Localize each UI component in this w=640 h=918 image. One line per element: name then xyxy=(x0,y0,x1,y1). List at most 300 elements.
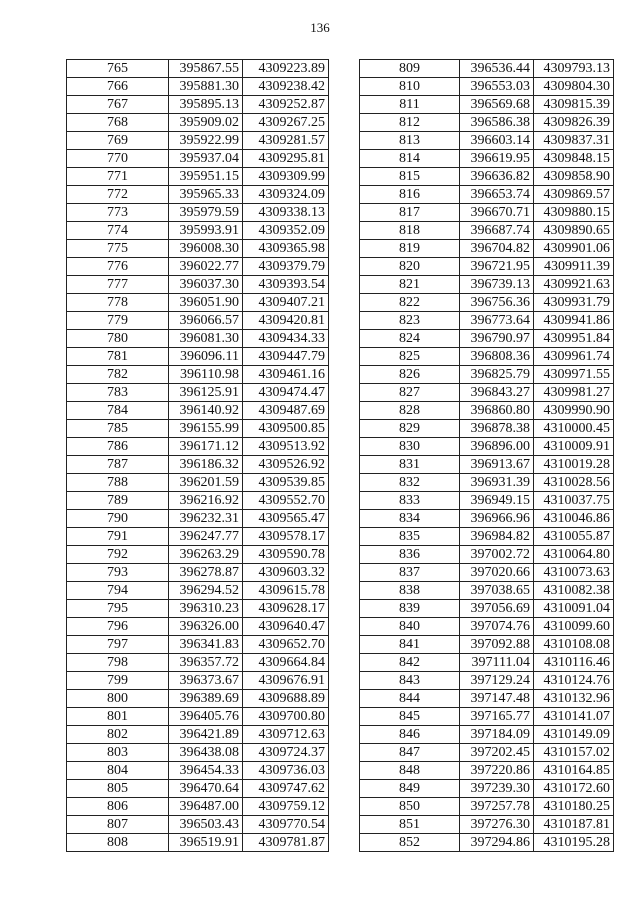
table-row xyxy=(360,366,614,384)
table-row xyxy=(360,438,614,456)
y-coordinate-cell: 4309793.13 xyxy=(534,60,614,78)
y-coordinate-cell: 4309434.33 xyxy=(243,330,329,348)
x-coordinate-cell: 396636.82 xyxy=(460,168,534,186)
table-row xyxy=(67,312,329,330)
point-number-cell: 841 xyxy=(360,636,460,654)
point-number-cell: 791 xyxy=(67,528,169,546)
table-row xyxy=(67,708,329,726)
table-row xyxy=(360,744,614,762)
table-row xyxy=(67,60,329,78)
y-coordinate-cell: 4309578.17 xyxy=(243,528,329,546)
point-number-cell: 817 xyxy=(360,204,460,222)
y-coordinate-cell: 4309539.85 xyxy=(243,474,329,492)
point-number-cell: 827 xyxy=(360,384,460,402)
x-coordinate-cell: 396232.31 xyxy=(169,510,243,528)
x-coordinate-cell: 396008.30 xyxy=(169,240,243,258)
y-coordinate-cell: 4309393.54 xyxy=(243,276,329,294)
table-row xyxy=(67,618,329,636)
y-coordinate-cell: 4309487.69 xyxy=(243,402,329,420)
y-coordinate-cell: 4310082.38 xyxy=(534,582,614,600)
table-row xyxy=(360,618,614,636)
x-coordinate-cell: 396536.44 xyxy=(460,60,534,78)
point-number-cell: 796 xyxy=(67,618,169,636)
point-number-cell: 839 xyxy=(360,600,460,618)
table-row xyxy=(360,726,614,744)
table-row xyxy=(67,672,329,690)
y-coordinate-cell: 4309590.78 xyxy=(243,546,329,564)
y-coordinate-cell: 4309338.13 xyxy=(243,204,329,222)
y-coordinate-cell: 4309869.57 xyxy=(534,186,614,204)
table-row xyxy=(360,834,614,852)
x-coordinate-cell: 396843.27 xyxy=(460,384,534,402)
y-coordinate-cell: 4309420.81 xyxy=(243,312,329,330)
table-row xyxy=(67,78,329,96)
point-number-cell: 803 xyxy=(67,744,169,762)
table-row xyxy=(67,222,329,240)
point-number-cell: 795 xyxy=(67,600,169,618)
x-coordinate-cell: 397111.04 xyxy=(460,654,534,672)
y-coordinate-cell: 4310149.09 xyxy=(534,726,614,744)
y-coordinate-cell: 4309688.89 xyxy=(243,690,329,708)
y-coordinate-cell: 4309324.09 xyxy=(243,186,329,204)
table-row xyxy=(360,384,614,402)
y-coordinate-cell: 4310009.91 xyxy=(534,438,614,456)
point-number-cell: 816 xyxy=(360,186,460,204)
y-coordinate-cell: 4309747.62 xyxy=(243,780,329,798)
x-coordinate-cell: 396389.69 xyxy=(169,690,243,708)
y-coordinate-cell: 4310028.56 xyxy=(534,474,614,492)
point-number-cell: 826 xyxy=(360,366,460,384)
y-coordinate-cell: 4309724.37 xyxy=(243,744,329,762)
x-coordinate-cell: 396487.00 xyxy=(169,798,243,816)
table-row xyxy=(67,384,329,402)
table-row xyxy=(360,816,614,834)
table-row xyxy=(67,798,329,816)
x-coordinate-cell: 396878.38 xyxy=(460,420,534,438)
y-coordinate-cell: 4309981.27 xyxy=(534,384,614,402)
x-coordinate-cell: 395881.30 xyxy=(169,78,243,96)
point-number-cell: 774 xyxy=(67,222,169,240)
x-coordinate-cell: 396913.67 xyxy=(460,456,534,474)
point-number-cell: 789 xyxy=(67,492,169,510)
point-number-cell: 800 xyxy=(67,690,169,708)
point-number-cell: 822 xyxy=(360,294,460,312)
y-coordinate-cell: 4309837.31 xyxy=(534,132,614,150)
point-number-cell: 823 xyxy=(360,312,460,330)
table-row xyxy=(67,330,329,348)
table-row xyxy=(360,528,614,546)
table-row xyxy=(360,474,614,492)
y-coordinate-cell: 4309513.92 xyxy=(243,438,329,456)
x-coordinate-cell: 396984.82 xyxy=(460,528,534,546)
y-coordinate-cell: 4309461.16 xyxy=(243,366,329,384)
point-number-cell: 832 xyxy=(360,474,460,492)
y-coordinate-cell: 4310108.08 xyxy=(534,636,614,654)
x-coordinate-cell: 396421.89 xyxy=(169,726,243,744)
x-coordinate-cell: 395951.15 xyxy=(169,168,243,186)
table-row xyxy=(67,528,329,546)
x-coordinate-cell: 396470.64 xyxy=(169,780,243,798)
x-coordinate-cell: 396454.33 xyxy=(169,762,243,780)
x-coordinate-cell: 396519.91 xyxy=(169,834,243,852)
y-coordinate-cell: 4309379.79 xyxy=(243,258,329,276)
x-coordinate-cell: 396051.90 xyxy=(169,294,243,312)
x-coordinate-cell: 397294.86 xyxy=(460,834,534,852)
y-coordinate-cell: 4309931.79 xyxy=(534,294,614,312)
point-number-cell: 831 xyxy=(360,456,460,474)
x-coordinate-cell: 396341.83 xyxy=(169,636,243,654)
x-coordinate-cell: 396081.30 xyxy=(169,330,243,348)
point-number-cell: 798 xyxy=(67,654,169,672)
table-row xyxy=(360,348,614,366)
y-coordinate-cell: 4310073.63 xyxy=(534,564,614,582)
x-coordinate-cell: 397092.88 xyxy=(460,636,534,654)
x-coordinate-cell: 396966.96 xyxy=(460,510,534,528)
y-coordinate-cell: 4309901.06 xyxy=(534,240,614,258)
y-coordinate-cell: 4309652.70 xyxy=(243,636,329,654)
point-number-cell: 835 xyxy=(360,528,460,546)
table-row xyxy=(360,636,614,654)
point-number-cell: 777 xyxy=(67,276,169,294)
x-coordinate-cell: 396721.95 xyxy=(460,258,534,276)
point-number-cell: 836 xyxy=(360,546,460,564)
y-coordinate-cell: 4310037.75 xyxy=(534,492,614,510)
y-coordinate-cell: 4309700.80 xyxy=(243,708,329,726)
point-number-cell: 821 xyxy=(360,276,460,294)
point-number-cell: 842 xyxy=(360,654,460,672)
point-number-cell: 829 xyxy=(360,420,460,438)
table-row xyxy=(360,330,614,348)
table-row xyxy=(360,150,614,168)
y-coordinate-cell: 4310055.87 xyxy=(534,528,614,546)
y-coordinate-cell: 4309640.47 xyxy=(243,618,329,636)
x-coordinate-cell: 396586.38 xyxy=(460,114,534,132)
x-coordinate-cell: 396653.74 xyxy=(460,186,534,204)
table-row xyxy=(67,348,329,366)
y-coordinate-cell: 4310099.60 xyxy=(534,618,614,636)
point-number-cell: 769 xyxy=(67,132,169,150)
x-coordinate-cell: 397129.24 xyxy=(460,672,534,690)
point-number-cell: 847 xyxy=(360,744,460,762)
table-row xyxy=(360,96,614,114)
x-coordinate-cell: 396949.15 xyxy=(460,492,534,510)
point-number-cell: 771 xyxy=(67,168,169,186)
point-number-cell: 845 xyxy=(360,708,460,726)
y-coordinate-cell: 4309267.25 xyxy=(243,114,329,132)
point-number-cell: 778 xyxy=(67,294,169,312)
x-coordinate-cell: 397184.09 xyxy=(460,726,534,744)
y-coordinate-cell: 4309804.30 xyxy=(534,78,614,96)
table-row xyxy=(67,438,329,456)
table-row xyxy=(360,240,614,258)
x-coordinate-cell: 396186.32 xyxy=(169,456,243,474)
x-coordinate-cell: 396896.00 xyxy=(460,438,534,456)
point-number-cell: 779 xyxy=(67,312,169,330)
point-number-cell: 767 xyxy=(67,96,169,114)
y-coordinate-cell: 4309309.99 xyxy=(243,168,329,186)
y-coordinate-cell: 4309295.81 xyxy=(243,150,329,168)
y-coordinate-cell: 4310157.02 xyxy=(534,744,614,762)
table-row xyxy=(67,186,329,204)
point-number-cell: 825 xyxy=(360,348,460,366)
table-row xyxy=(360,600,614,618)
y-coordinate-cell: 4310172.60 xyxy=(534,780,614,798)
point-number-cell: 794 xyxy=(67,582,169,600)
table-row xyxy=(360,132,614,150)
table-row xyxy=(67,132,329,150)
x-coordinate-cell: 397165.77 xyxy=(460,708,534,726)
table-row xyxy=(67,582,329,600)
y-coordinate-cell: 4309848.15 xyxy=(534,150,614,168)
y-coordinate-cell: 4310132.96 xyxy=(534,690,614,708)
x-coordinate-cell: 397002.72 xyxy=(460,546,534,564)
x-coordinate-cell: 397220.86 xyxy=(460,762,534,780)
y-coordinate-cell: 4309759.12 xyxy=(243,798,329,816)
x-coordinate-cell: 396263.29 xyxy=(169,546,243,564)
table-row xyxy=(360,78,614,96)
x-coordinate-cell: 396438.08 xyxy=(169,744,243,762)
x-coordinate-cell: 396704.82 xyxy=(460,240,534,258)
table-row xyxy=(67,816,329,834)
point-number-cell: 840 xyxy=(360,618,460,636)
point-number-cell: 819 xyxy=(360,240,460,258)
table-row xyxy=(67,510,329,528)
table-row xyxy=(67,204,329,222)
table-row xyxy=(67,546,329,564)
table-row xyxy=(67,636,329,654)
y-coordinate-cell: 4309407.21 xyxy=(243,294,329,312)
table-row xyxy=(67,276,329,294)
table-row xyxy=(67,600,329,618)
point-number-cell: 811 xyxy=(360,96,460,114)
x-coordinate-cell: 397074.76 xyxy=(460,618,534,636)
table-row xyxy=(67,456,329,474)
table-row xyxy=(360,510,614,528)
point-number-cell: 799 xyxy=(67,672,169,690)
x-coordinate-cell: 396110.98 xyxy=(169,366,243,384)
x-coordinate-cell: 396373.67 xyxy=(169,672,243,690)
y-coordinate-cell: 4310187.81 xyxy=(534,816,614,834)
point-number-cell: 792 xyxy=(67,546,169,564)
x-coordinate-cell: 395922.99 xyxy=(169,132,243,150)
coordinate-table-left xyxy=(66,59,329,852)
point-number-cell: 783 xyxy=(67,384,169,402)
table-row xyxy=(67,744,329,762)
x-coordinate-cell: 396619.95 xyxy=(460,150,534,168)
table-row xyxy=(67,258,329,276)
y-coordinate-cell: 4310091.04 xyxy=(534,600,614,618)
x-coordinate-cell: 397038.65 xyxy=(460,582,534,600)
x-coordinate-cell: 395895.13 xyxy=(169,96,243,114)
y-coordinate-cell: 4309474.47 xyxy=(243,384,329,402)
y-coordinate-cell: 4309252.87 xyxy=(243,96,329,114)
x-coordinate-cell: 396790.97 xyxy=(460,330,534,348)
y-coordinate-cell: 4309500.85 xyxy=(243,420,329,438)
table-row xyxy=(67,114,329,132)
x-coordinate-cell: 396808.36 xyxy=(460,348,534,366)
table-row xyxy=(360,276,614,294)
x-coordinate-cell: 396022.77 xyxy=(169,258,243,276)
point-number-cell: 793 xyxy=(67,564,169,582)
point-number-cell: 814 xyxy=(360,150,460,168)
table-row xyxy=(67,366,329,384)
table-row xyxy=(360,456,614,474)
x-coordinate-cell: 396687.74 xyxy=(460,222,534,240)
x-coordinate-cell: 395867.55 xyxy=(169,60,243,78)
point-number-cell: 815 xyxy=(360,168,460,186)
table-row xyxy=(360,564,614,582)
x-coordinate-cell: 396037.30 xyxy=(169,276,243,294)
table-row xyxy=(360,654,614,672)
table-row xyxy=(67,780,329,798)
x-coordinate-cell: 396405.76 xyxy=(169,708,243,726)
table-row xyxy=(360,708,614,726)
table-row xyxy=(67,834,329,852)
y-coordinate-cell: 4309858.90 xyxy=(534,168,614,186)
y-coordinate-cell: 4309911.39 xyxy=(534,258,614,276)
table-row xyxy=(67,492,329,510)
x-coordinate-cell: 396773.64 xyxy=(460,312,534,330)
y-coordinate-cell: 4309971.55 xyxy=(534,366,614,384)
point-number-cell: 797 xyxy=(67,636,169,654)
y-coordinate-cell: 4310116.46 xyxy=(534,654,614,672)
y-coordinate-cell: 4310180.25 xyxy=(534,798,614,816)
point-number-cell: 768 xyxy=(67,114,169,132)
point-number-cell: 843 xyxy=(360,672,460,690)
y-coordinate-cell: 4309941.86 xyxy=(534,312,614,330)
x-coordinate-cell: 396171.12 xyxy=(169,438,243,456)
x-coordinate-cell: 396247.77 xyxy=(169,528,243,546)
table-row xyxy=(67,474,329,492)
y-coordinate-cell: 4310019.28 xyxy=(534,456,614,474)
x-coordinate-cell: 397147.48 xyxy=(460,690,534,708)
x-coordinate-cell: 396278.87 xyxy=(169,564,243,582)
y-coordinate-cell: 4309781.87 xyxy=(243,834,329,852)
x-coordinate-cell: 397020.66 xyxy=(460,564,534,582)
table-row xyxy=(360,114,614,132)
point-number-cell: 849 xyxy=(360,780,460,798)
table-row xyxy=(360,258,614,276)
y-coordinate-cell: 4309352.09 xyxy=(243,222,329,240)
y-coordinate-cell: 4309951.84 xyxy=(534,330,614,348)
point-number-cell: 812 xyxy=(360,114,460,132)
table-row xyxy=(360,402,614,420)
y-coordinate-cell: 4309890.65 xyxy=(534,222,614,240)
x-coordinate-cell: 395993.91 xyxy=(169,222,243,240)
table-row xyxy=(360,546,614,564)
point-number-cell: 806 xyxy=(67,798,169,816)
point-number-cell: 833 xyxy=(360,492,460,510)
table-row xyxy=(360,582,614,600)
point-number-cell: 772 xyxy=(67,186,169,204)
table-row xyxy=(360,798,614,816)
point-number-cell: 828 xyxy=(360,402,460,420)
y-coordinate-cell: 4310064.80 xyxy=(534,546,614,564)
table-row xyxy=(360,168,614,186)
x-coordinate-cell: 396310.23 xyxy=(169,600,243,618)
x-coordinate-cell: 396503.43 xyxy=(169,816,243,834)
y-coordinate-cell: 4309961.74 xyxy=(534,348,614,366)
table-row xyxy=(360,294,614,312)
table-row xyxy=(67,564,329,582)
x-coordinate-cell: 395965.33 xyxy=(169,186,243,204)
table-row xyxy=(67,402,329,420)
point-number-cell: 850 xyxy=(360,798,460,816)
x-coordinate-cell: 396326.00 xyxy=(169,618,243,636)
page-number: 136 xyxy=(310,20,330,35)
point-number-cell: 773 xyxy=(67,204,169,222)
table-row xyxy=(67,294,329,312)
table-row xyxy=(67,420,329,438)
x-coordinate-cell: 396201.59 xyxy=(169,474,243,492)
point-number-cell: 848 xyxy=(360,762,460,780)
y-coordinate-cell: 4309826.39 xyxy=(534,114,614,132)
x-coordinate-cell: 397056.69 xyxy=(460,600,534,618)
x-coordinate-cell: 396756.36 xyxy=(460,294,534,312)
y-coordinate-cell: 4309223.89 xyxy=(243,60,329,78)
point-number-cell: 837 xyxy=(360,564,460,582)
point-number-cell: 838 xyxy=(360,582,460,600)
point-number-cell: 782 xyxy=(67,366,169,384)
y-coordinate-cell: 4310195.28 xyxy=(534,834,614,852)
x-coordinate-cell: 396825.79 xyxy=(460,366,534,384)
table-row xyxy=(67,96,329,114)
point-number-cell: 804 xyxy=(67,762,169,780)
point-number-cell: 824 xyxy=(360,330,460,348)
x-coordinate-cell: 396140.92 xyxy=(169,402,243,420)
point-number-cell: 788 xyxy=(67,474,169,492)
point-number-cell: 830 xyxy=(360,438,460,456)
table-row xyxy=(67,726,329,744)
x-coordinate-cell: 396569.68 xyxy=(460,96,534,114)
point-number-cell: 786 xyxy=(67,438,169,456)
point-number-cell: 851 xyxy=(360,816,460,834)
x-coordinate-cell: 396294.52 xyxy=(169,582,243,600)
table-row xyxy=(360,672,614,690)
point-number-cell: 846 xyxy=(360,726,460,744)
table-row xyxy=(360,222,614,240)
point-number-cell: 802 xyxy=(67,726,169,744)
y-coordinate-cell: 4310046.86 xyxy=(534,510,614,528)
x-coordinate-cell: 396155.99 xyxy=(169,420,243,438)
table-row xyxy=(360,186,614,204)
y-coordinate-cell: 4309238.42 xyxy=(243,78,329,96)
table-row xyxy=(67,762,329,780)
y-coordinate-cell: 4309815.39 xyxy=(534,96,614,114)
y-coordinate-cell: 4309676.91 xyxy=(243,672,329,690)
x-coordinate-cell: 397276.30 xyxy=(460,816,534,834)
y-coordinate-cell: 4309565.47 xyxy=(243,510,329,528)
point-number-cell: 776 xyxy=(67,258,169,276)
x-coordinate-cell: 395909.02 xyxy=(169,114,243,132)
coordinate-table-right xyxy=(359,59,614,852)
point-number-cell: 766 xyxy=(67,78,169,96)
table-row xyxy=(67,168,329,186)
point-number-cell: 818 xyxy=(360,222,460,240)
point-number-cell: 844 xyxy=(360,690,460,708)
table-row xyxy=(360,690,614,708)
table-row xyxy=(67,654,329,672)
x-coordinate-cell: 396096.11 xyxy=(169,348,243,366)
x-coordinate-cell: 396216.92 xyxy=(169,492,243,510)
point-number-cell: 781 xyxy=(67,348,169,366)
x-coordinate-cell: 396670.71 xyxy=(460,204,534,222)
table-row xyxy=(67,150,329,168)
point-number-cell: 775 xyxy=(67,240,169,258)
point-number-cell: 790 xyxy=(67,510,169,528)
point-number-cell: 785 xyxy=(67,420,169,438)
x-coordinate-cell: 396553.03 xyxy=(460,78,534,96)
